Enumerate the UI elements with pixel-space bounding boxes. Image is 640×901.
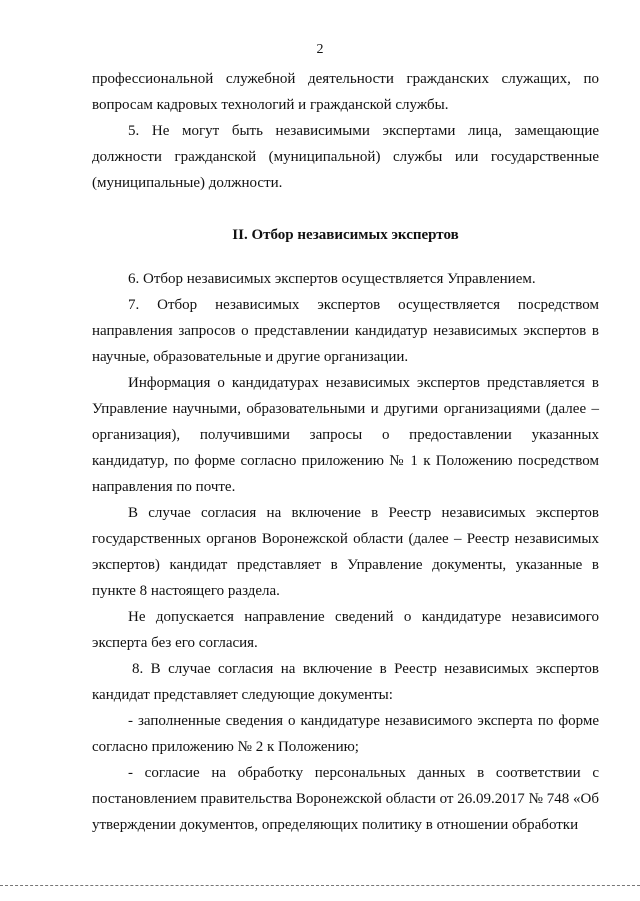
section-heading: II. Отбор независимых экспертов bbox=[232, 227, 459, 243]
paragraph-item-5: 5. Не могут быть независимыми экспертами лица, замещающие должности гражданской (муниципальной) службы или государственные (муниципальные) должности. bbox=[92, 123, 599, 191]
paragraph-consent-registry: В случае согласия на включение в Реестр независимых экспертов государственных органов Воронежской области (далее – Реестр независимых экспертов) кандидат представляет в Управление документы, указанные в пункте 8 настоящего раздела. bbox=[92, 505, 599, 599]
paragraph-information: Информация о кандидатурах независимых экспертов представляется в Управление научными, образовательными и другими организациями (далее – организация), получившими запросы о предоставлении указанных кандидатур, по форме согласно приложению № 1 к Положению посредством направления по почте. bbox=[92, 375, 599, 495]
paragraph-item-7: 7. Отбор независимых экспертов осуществляется посредством направления запросов о представлении кандидатур независимых экспертов в научные, образовательные и другие организации. bbox=[92, 297, 599, 365]
paragraph-item-8: 8. В случае согласия на включение в Реестр независимых экспертов кандидат представляет следующие документы: bbox=[92, 661, 599, 703]
list-item-personal-data-consent: - согласие на обработку персональных данных в соответствии с постановлением правительства Воронежской области от 26.09.2017 № 748 «Об утверждении документов, определяющих политику в отношении обработки bbox=[92, 765, 599, 833]
paragraph-continuation: профессиональной служебной деятельности гражданских служащих, по вопросам кадровых технологий и гражданской службы. bbox=[92, 71, 599, 113]
document-body bbox=[92, 66, 599, 838]
page-number: 2 bbox=[316, 42, 324, 57]
list-item-application-form: - заполненные сведения о кандидатуре независимого эксперта по форме согласно приложению № 2 к Положению; bbox=[92, 713, 599, 755]
paragraph-item-6: 6. Отбор независимых экспертов осуществляется Управлением. bbox=[128, 271, 536, 287]
footer-divider bbox=[0, 885, 640, 886]
paragraph-no-consent: Не допускается направление сведений о кандидатуре независимого эксперта без его согласия. bbox=[92, 609, 599, 651]
